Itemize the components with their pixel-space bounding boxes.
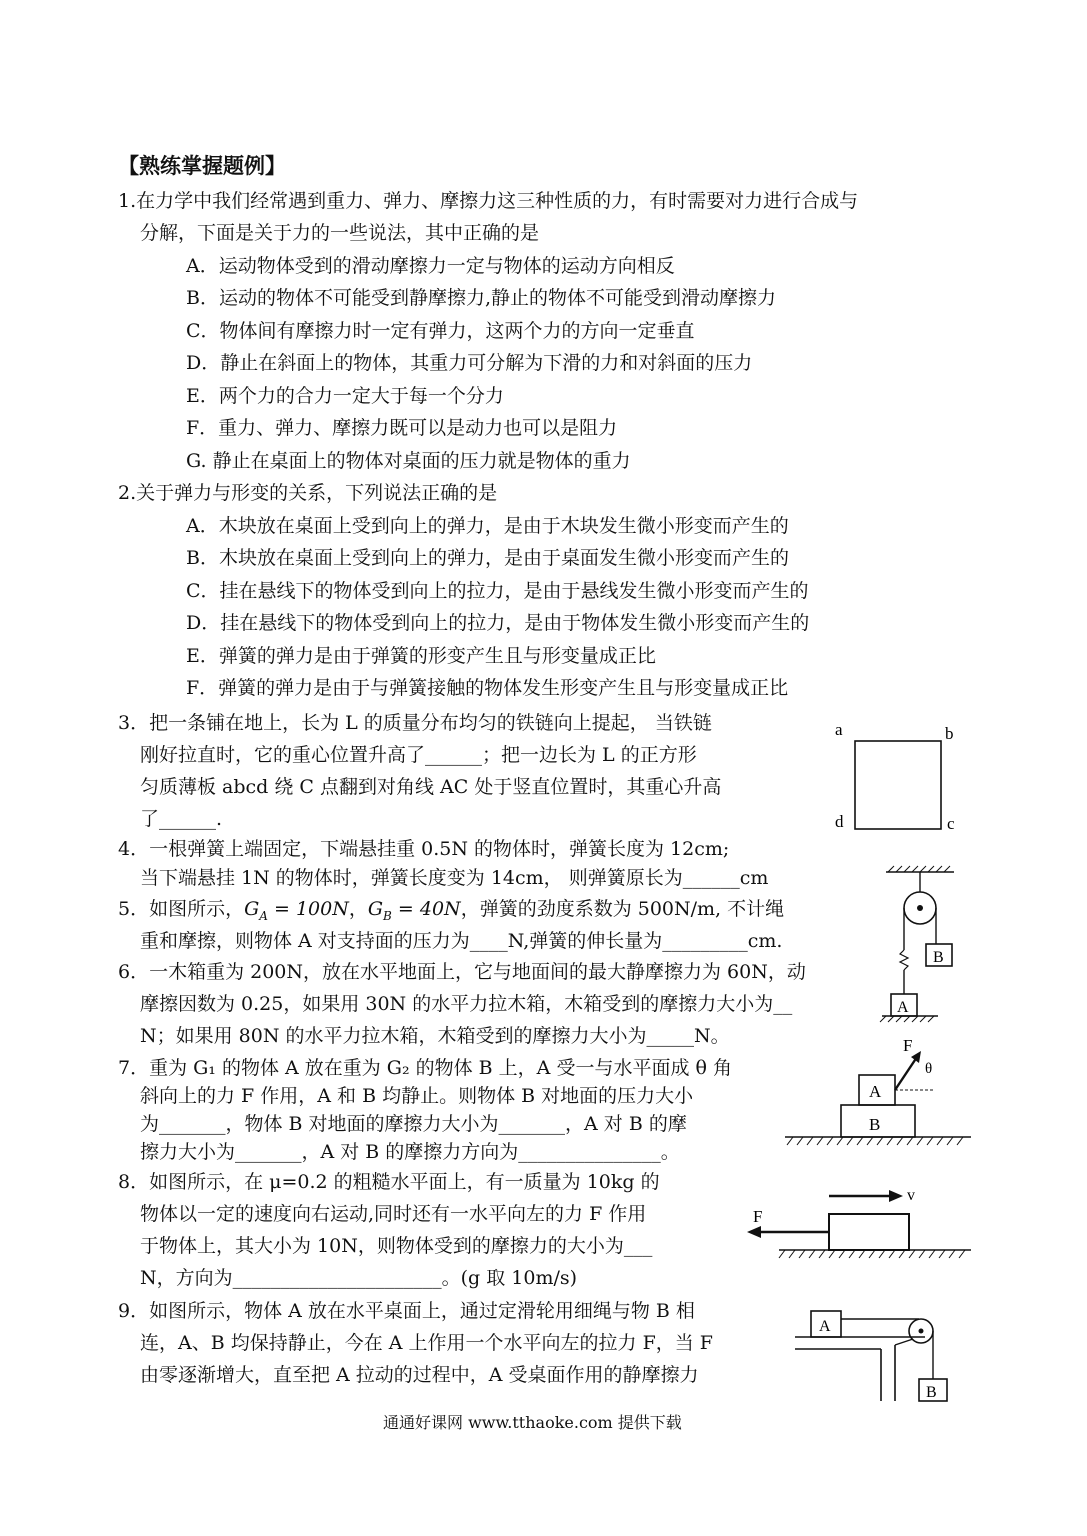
stacked-blocks-figure bbox=[785, 1035, 975, 1153]
q7-line1: 7．重为 G₁ 的物体 A 放在重为 G₂ 的物体 B 上，A 受一与水平面成 θ 角 bbox=[118, 1057, 732, 1079]
g-b-value: = 40N bbox=[391, 898, 461, 920]
q4-line1: 4．一根弹簧上端固定，下端悬挂重 0.5N 的物体时，弹簧长度为 12cm; bbox=[118, 838, 730, 860]
corner-label-b: b bbox=[945, 724, 954, 743]
q2-option-a: A．木块放在桌面上受到向上的弹力，是由于木块发生微小形变而产生的 bbox=[186, 515, 789, 537]
force-f-label: F bbox=[753, 1207, 763, 1226]
q8-line3: 于物体上，其大小为 10N，则物体受到的摩擦力的大小为___ bbox=[140, 1235, 653, 1257]
q8-line1: 8．如图所示，在 μ=0.2 的粗糙水平面上，有一质量为 10kg 的 bbox=[118, 1171, 660, 1193]
q8-line2: 物体以一定的速度向右运动,同时还有一水平向左的力 F 作用 bbox=[140, 1203, 647, 1225]
q1-option-f: F．重力、弹力、摩擦力既可以是动力也可以是阻力 bbox=[186, 417, 618, 439]
g-b-subscript: B bbox=[383, 908, 392, 923]
q2-option-b: B．木块放在桌面上受到向上的弹力，是由于桌面发生微小形变而产生的 bbox=[186, 547, 789, 569]
q7-line4: 擦力大小为_______，A 对 B 的摩擦力方向为_______________。 bbox=[140, 1141, 680, 1163]
block-b-label: B bbox=[869, 1115, 881, 1134]
q6-line3: N；如果用 80N 的水平力拉木箱，木箱受到的摩擦力大小为_____N。 bbox=[140, 1025, 730, 1047]
force-f-label: F bbox=[903, 1036, 913, 1055]
q3-line3: 匀质薄板 abcd 绕 C 点翻到对角线 AC 处于竖直位置时，其重心升高 bbox=[140, 776, 722, 798]
block-a-label: A bbox=[819, 1318, 831, 1335]
g-b-symbol: G bbox=[367, 898, 384, 920]
q5-line1 bbox=[118, 896, 784, 929]
angle-theta-label: θ bbox=[925, 1061, 933, 1077]
g-a-symbol: G bbox=[244, 898, 260, 920]
velocity-label: v bbox=[907, 1187, 915, 1204]
q1-option-e: E．两个力的合力一定大于每一个分力 bbox=[186, 385, 504, 407]
q4-line2: 当下端悬挂 1N 的物体时，弹簧长度变为 14cm， 则弹簧原长为______cm bbox=[140, 867, 769, 889]
force-f-arrow bbox=[895, 1057, 917, 1090]
corner-label-c: c bbox=[947, 814, 955, 833]
q3-line2: 刚好拉直时，它的重心位置升高了______；把一边长为 L 的正方形 bbox=[140, 744, 697, 766]
q2-option-d: D．挂在悬线下的物体受到向上的拉力，是由于物体发生微小形变而产生的 bbox=[186, 612, 810, 634]
q6-line2: 摩擦因数为 0.25，如果用 30N 的水平力拉木箱，木箱受到的摩擦力大小为__ bbox=[140, 993, 793, 1015]
q1-stem-line1: 1.在力学中我们经常遇到重力、弹力、摩擦力这三种性质的力，有时需要对力进行合成与 bbox=[118, 190, 859, 212]
q1-option-b: B．运动的物体不可能受到静摩擦力,静止的物体不可能受到滑动摩擦力 bbox=[186, 287, 777, 309]
g-a-value: = 100N bbox=[267, 898, 349, 920]
q1-stem-line2: 分解，下面是关于力的一些说法，其中正确的是 bbox=[140, 222, 540, 244]
spring bbox=[900, 950, 908, 970]
block-a-label: A bbox=[869, 1082, 882, 1101]
q2-option-c: C．挂在悬线下的物体受到向上的拉力，是由于悬线发生微小形变而产生的 bbox=[186, 580, 809, 602]
q1-option-c: C．物体间有摩擦力时一定有弹力，这两个力的方向一定垂直 bbox=[186, 320, 695, 342]
q7-line2: 斜向上的力 F 作用，A 和 B 均静止。则物体 B 对地面的压力大小 bbox=[140, 1085, 694, 1107]
q2-stem: 2.关于弹力与形变的关系，下列说法正确的是 bbox=[118, 482, 498, 504]
q1-option-a: A．运动物体受到的滑动摩擦力一定与物体的运动方向相反 bbox=[186, 255, 675, 277]
q1-option-d: D．静止在斜面上的物体，其重力可分解为下滑的力和对斜面的压力 bbox=[186, 352, 753, 374]
sliding-block bbox=[829, 1214, 909, 1250]
q6-line1: 6．一木箱重为 200N，放在水平地面上，它与地面间的最大静摩擦力为 60N，动 bbox=[118, 961, 806, 983]
square-plate-figure bbox=[825, 715, 975, 835]
q2-option-f: F．弹簧的弹力是由于与弹簧接触的物体发生形变产生且与形变量成正比 bbox=[186, 677, 789, 699]
sliding-block-figure bbox=[745, 1180, 975, 1270]
table-pulley-figure bbox=[795, 1305, 955, 1405]
corner-label-d: d bbox=[835, 812, 844, 831]
q2-option-e: E．弹簧的弹力是由于弹簧的形变产生且与形变量成正比 bbox=[186, 645, 656, 667]
section-heading: 【熟练掌握题例】 bbox=[118, 154, 286, 178]
q3-line4: 了______. bbox=[140, 808, 223, 830]
q5-line2: 重和摩擦，则物体 A 对支持面的压力为____N,弹簧的伸长量为_________cm. bbox=[140, 930, 783, 952]
q5-suffix: ，弹簧的劲度系数为 500N/m, 不计绳 bbox=[460, 898, 785, 920]
q5-prefix: 5．如图所示， bbox=[118, 898, 245, 920]
q9-line1: 9．如图所示，物体 A 放在水平桌面上，通过定滑轮用细绳与物 B 相 bbox=[118, 1300, 695, 1322]
pulley-spring-figure bbox=[880, 866, 960, 1024]
q1-option-g: G. 静止在桌面上的物体对桌面的压力就是物体的重力 bbox=[186, 450, 631, 472]
block-b-label: B bbox=[933, 949, 944, 966]
page-footer: 通通好课网 www.tthaoke.com 提供下载 bbox=[383, 1413, 682, 1432]
square-plate bbox=[855, 741, 941, 829]
q9-line3: 由零逐渐增大，直至把 A 拉动的过程中，A 受桌面作用的静摩擦力 bbox=[140, 1364, 699, 1386]
q3-line1: 3．把一条铺在地上，长为 L 的质量分布均匀的铁链向上提起， 当铁链 bbox=[118, 712, 712, 734]
g-a-subscript: A bbox=[259, 908, 268, 923]
block-a-label: A bbox=[897, 999, 909, 1016]
q7-line3: 为_______，物体 B 对地面的摩擦力大小为_______，A 对 B 的摩 bbox=[140, 1113, 687, 1135]
q8-line4: N，方向为______________________。(g 取 10m/s) bbox=[140, 1267, 578, 1289]
block-b-label: B bbox=[926, 1384, 937, 1401]
q5-separator: ， bbox=[348, 898, 368, 920]
q9-line2: 连，A、B 均保持静止，今在 A 上作用一个水平向左的拉力 F，当 F bbox=[140, 1332, 713, 1354]
corner-label-a: a bbox=[835, 720, 843, 739]
